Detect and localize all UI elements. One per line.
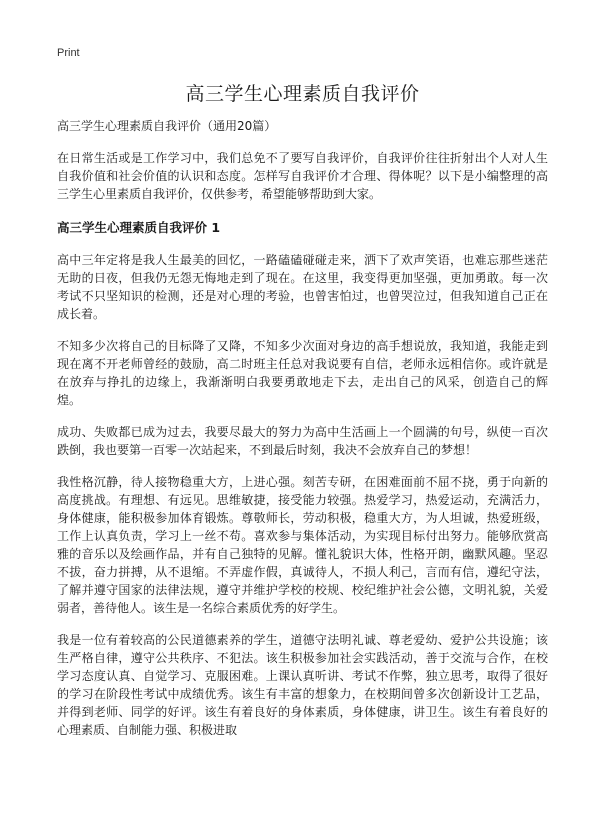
document-subtitle: 高三学生心理素质自我评价（通用20篇） — [57, 119, 277, 133]
body-paragraph-1: 高中三年定将是我人生最美的回忆，一路磕磕碰碰走来，洒下了欢声笑语，也难忘那些迷茫无助的日夜，但我仍无怨无悔地走到了现在。在这里，我变得更加坚强，更加勇敢。每一次考试不只坚知识的检测，还是对心理的考验，也曾害怕过，也曾哭泣过，但我知道自己正在成长着。 — [57, 253, 548, 321]
body-paragraph-5: 我是一位有着较高的公民道德素养的学生，道德守法明礼诚、尊老爱幼、爱护公共设施；该生严格自律，遵守公共秩序、不犯法。该生积极参加社会实践活动，善于交流与合作，在校学习态度认真、自觉学习、克服困难。上课认真听讲、考试不作弊，独立思考，取得了很好的学习在阶段性考试中成绩优秀。该生有丰富的想象力，在校期间曾多次创新设计工艺品，并得到老师、同学的好评。该生有着良好的身体素质，身体健康，讲卫生。该生有着良好的心理素质、自制能力强、积极进取 — [57, 633, 548, 737]
body-paragraph-2: 不知多少次将自己的目标降了又降，不知多少次面对身边的高手想说放，我知道，我能走到现在离不开老师曾经的鼓励，高二时班主任总对我说要有自信，老师永远相信你。或许就是在放弃与挣扎的边缘上，我渐渐明白我要勇敢地走下去，走出自己的风采，创造自己的辉煌。 — [57, 339, 548, 407]
intro-paragraph: 在日常生活或是工作学习中，我们总免不了要写自我评价，自我评价往往折射出个人对人生自我价值和社会价值的认识和态度。怎样写自我评价才合理、得体呢？以下是小编整理的高三学生心里素质自我评价，仅供参考，希望能够帮助到大家。 — [57, 151, 548, 201]
print-label: Print — [57, 47, 80, 59]
body-paragraph-3: 成功、失败都已成为过去，我要尽最大的努力为高中生活画上一个圆满的句号，纵使一百次跌倒，我也要第一百零一次站起来，不到最后时刻，我决不会放弃自己的梦想！ — [57, 425, 548, 457]
body-paragraph-4: 我性格沉静，待人接物稳重大方，上进心强。刻苦专研，在困难面前不屈不挠，勇于向新的高度挑战。有理想、有远见。思维敏捷，接受能力较强。热爱学习，热爱运动，充满活力，身体健康，能积极参加体育锻炼。尊敬师长，劳动积极，稳重大方，为人坦诚，热爱班级，工作上认真负责，学习上一丝不苟。喜欢参与集体活动，为实现目标付出努力。能够欣赏高雅的音乐以及绘画作品，并有自己独特的见解。懂礼貌识大体，性格开朗，幽默风趣。坚忍不拔，奋力拼搏，从不退缩。不弄虚作假，真诚待人，不损人利己，言而有信，遵纪守法，了解并遵守国家的法律法规，遵守并维护学校的校规、校纪维护社会公德，文明礼貌，关爱弱者，善待他人。该生是一名综合素质优秀的好学生。 — [57, 475, 548, 615]
section-heading: 高三学生心理素质自我评价 1 — [57, 220, 221, 235]
document-title: 高三学生心理素质自我评价 — [185, 83, 420, 105]
